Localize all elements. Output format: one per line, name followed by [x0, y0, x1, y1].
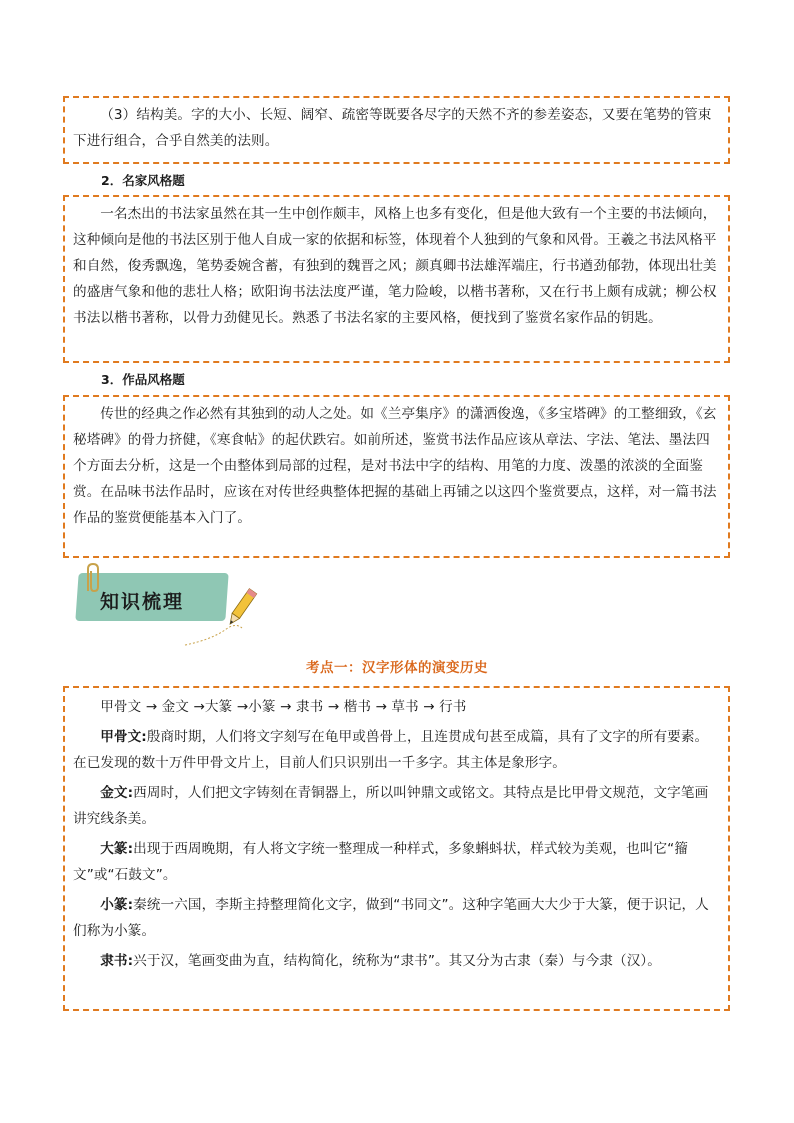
item-great-seal	[73, 836, 720, 888]
structure-beauty-box	[63, 96, 730, 164]
master-style-text: 一名杰出的书法家虽然在其一生中创作颇丰，风格上也多有变化，但是他大致有一个主要的书法倾向，这种倾向是他的书法区别于他人自成一家的依据和标签，体现着个人独到的气象和风骨。王羲之书法风格平和自然，俊秀飘逸，笔势委婉含蓄，有独到的魏晋之风；颜真卿书法雄浑端庄，行书遒劲郁勃，体现出壮美的盛唐气象和他的悲壮人格；欧阳询书法法度严谨，笔力险峻，以楷书著称，又在行书上颇有成就；柳公权书法以楷书著称，以骨力劲健见长。熟悉了书法名家的主要风格，便找到了鉴赏名家作品的钥匙。	[73, 206, 717, 326]
badge-label: 知识梳理	[100, 591, 185, 613]
heading-work-style: 3．作品风格题	[101, 372, 185, 387]
item-text: 殷商时期，人们将文字刻写在龟甲或兽骨上，且连贯成句甚至成篇，具有了文字的所有要素。在已发现的数十万件甲骨文片上，目前人们只识别出一千多字。其主体是象形字。	[73, 729, 709, 771]
structure-beauty-text: （3）结构美。字的大小、长短、阔窄、疏密等既要各尽字的天然不齐的参差姿态，又要在笔势的管束下进行组合，合乎自然美的法则。	[73, 107, 712, 149]
evolution-box	[63, 686, 730, 1011]
item-text: 兴于汉，笔画变曲为直，结构简化，统称为“隶书”。其又分为古隶（秦）与今隶（汉）。	[133, 953, 661, 969]
item-bronze	[73, 780, 720, 832]
item-small-seal	[73, 892, 720, 944]
item-label: 大篆:	[100, 841, 134, 857]
dotted-swirl-icon	[180, 610, 260, 650]
master-style-box	[63, 195, 730, 363]
item-label: 甲骨文:	[100, 729, 147, 745]
item-clerical	[73, 948, 720, 974]
heading-master-style: 2．名家风格题	[101, 173, 185, 188]
item-label: 小篆:	[100, 897, 134, 913]
item-label: 金文:	[100, 785, 134, 801]
work-style-text: 传世的经典之作必然有其独到的动人之处。如《兰亭集序》的潇洒俊逸，《多宝塔碑》的工整细致，《玄秘塔碑》的骨力挤健，《寒食帖》的起伏跌宕。如前所述，鉴赏书法作品应该从章法、字法、笔法、墨法四个方面去分析，这是一个由整体到局部的过程，是对书法中字的结构、用笔的力度、泼墨的浓淡的全面鉴赏。在品味书法作品时，应该在对传世经典整体把握的基础上再铺之以这四个鉴赏要点，这样，对一篇书法作品的鉴赏便能基本入门了。	[73, 406, 717, 526]
work-style-box	[63, 395, 730, 558]
knowledge-badge	[70, 565, 270, 635]
item-text: 西周时，人们把文字铸刻在青铜器上，所以叫钟鼎文或铭文。其特点是比甲骨文规范，文字笔画讲究线条美。	[73, 785, 709, 827]
item-label: 隶书:	[100, 953, 134, 969]
item-oracle	[73, 724, 720, 776]
item-text: 出现于西周晚期，有人将文字统一整理成一种样式，多象蝌蚪状，样式较为美观，也叫它“籀文”或“石鼓文”。	[73, 841, 689, 883]
item-text: 秦统一六国，李斯主持整理简化文字，做到“书同文”。这种字笔画大大少于大篆，便于识记，人们称为小篆。	[73, 897, 709, 939]
section-title: 考点一：汉字形体的演变历史	[306, 660, 488, 676]
evolution-flow: 甲骨文 → 金文 →大篆 →小篆 → 隶书 → 楷书 → 草书 → 行书	[100, 699, 467, 715]
